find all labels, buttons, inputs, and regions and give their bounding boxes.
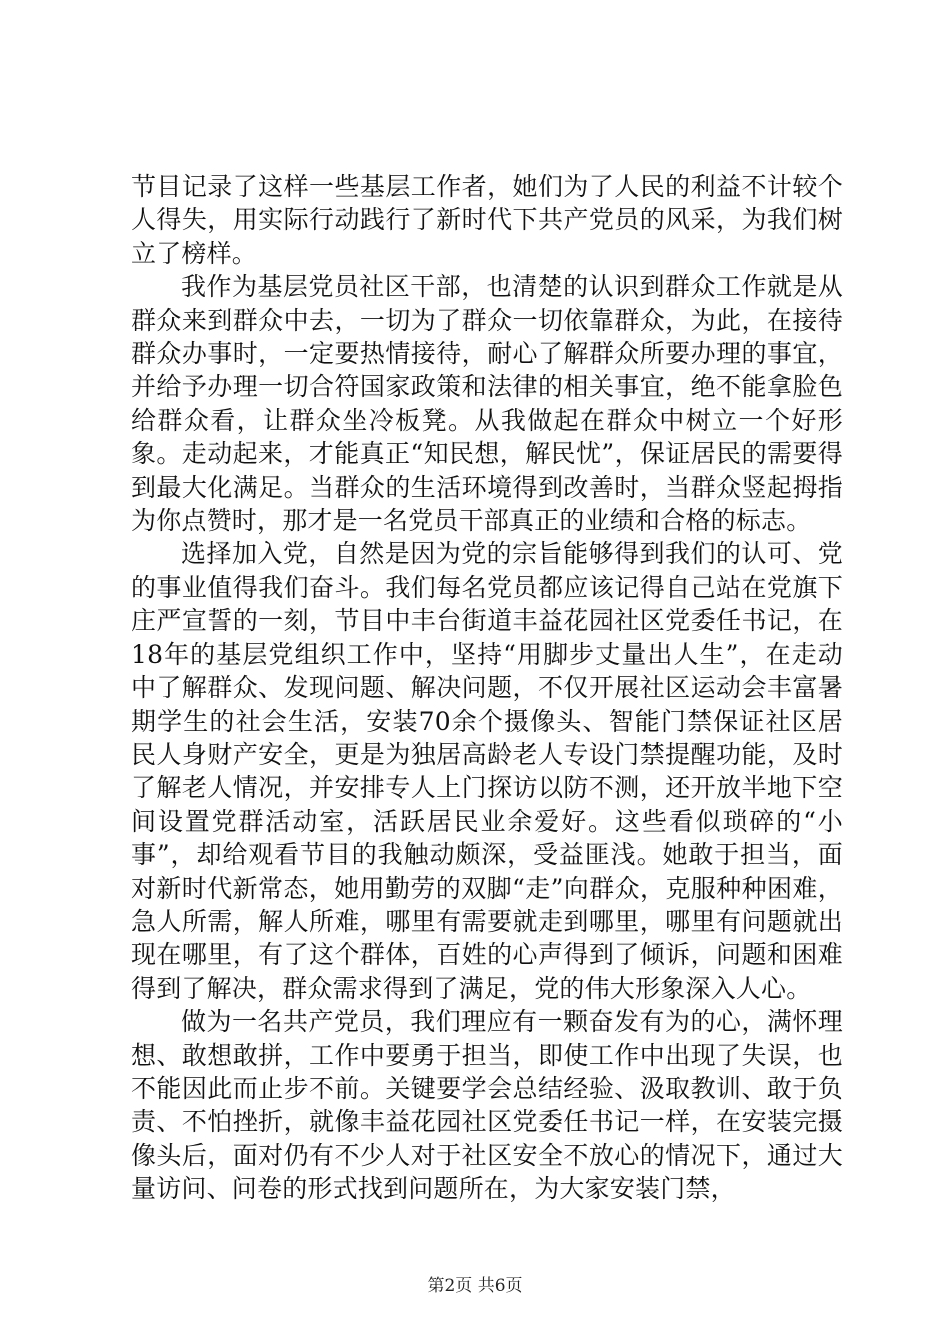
paragraph-party-member-duty: 做为一名共产党员，我们理应有一颗奋发有为的心，满怀理想、敢想敢拼，工作中要勇于担当，即使工作中出现了失误，也不能因此而止步不前。关键要学会总结经验、汲取教训、敢于负责、不怕挫折，就像丰益花园社区党委任书记一样，在安装完摄像头后，面对仍有不少人对于社区安全不放心的情况下，通过大量访问、问卷的形式找到问题所在，为大家安装门禁，: [131, 1007, 843, 1204]
page-number-footer: 第2页 共6页: [427, 1276, 523, 1296]
paragraph-continuation: 节目记录了这样一些基层工作者，她们为了人民的利益不计较个人得失，用实际行动践行了新时代下共产党员的风采，为我们树立了榜样。: [131, 172, 843, 268]
paragraph-community-work: 我作为基层党员社区干部，也清楚的认识到群众工作就是从群众来到群众中去，一切为了群众一切依靠群众，为此，在接待群众办事时，一定要热情接待，耐心了解群众所要办理的事宜，并给予办理一切合符国家政策和法律的相关事宜，绝不能拿脸色给群众看，让群众坐冷板凳。从我做起在群众中树立一个好形象。走动起来，才能真正“知民想，解民忧”，保证居民的需要得到最大化满足。当群众的生活环境得到改善时，当群众竖起拇指为你点赞时，那才是一名党员干部真正的业绩和合格的标志。: [131, 272, 843, 536]
paragraph-join-party: 选择加入党，自然是因为党的宗旨能够得到我们的认可、党的事业值得我们奋斗。我们每名党员都应该记得自己站在党旗下庄严宣誓的一刻，节目中丰台街道丰益花园社区党委任书记，在18年的基层党组织工作中，坚持“用脚步丈量出人生”，在走动中了解群众、发现问题、解决问题，不仅开展社区运动会丰富暑期学生的社会生活，安装70余个摄像头、智能门禁保证社区居民人身财产安全，更是为独居高龄老人专设门禁提醒功能，及时了解老人情况，并安排专人上门探访以防不测，还开放半地下空间设置党群活动室，活跃居民业余爱好。这些看似琐碎的“小事”，却给观看节目的我触动颇深，受益匪浅。她敢于担当，面对新时代新常态，她用勤劳的双脚“走”向群众，克服种种困难，急人所需，解人所难，哪里有需要就走到哪里，哪里有问题就出现在哪里，有了这个群体，百姓的心声得到了倾诉，问题和困难得到了解决，群众需求得到了满足，党的伟大形象深入人心。: [131, 539, 843, 1003]
document-body: [131, 170, 843, 1206]
